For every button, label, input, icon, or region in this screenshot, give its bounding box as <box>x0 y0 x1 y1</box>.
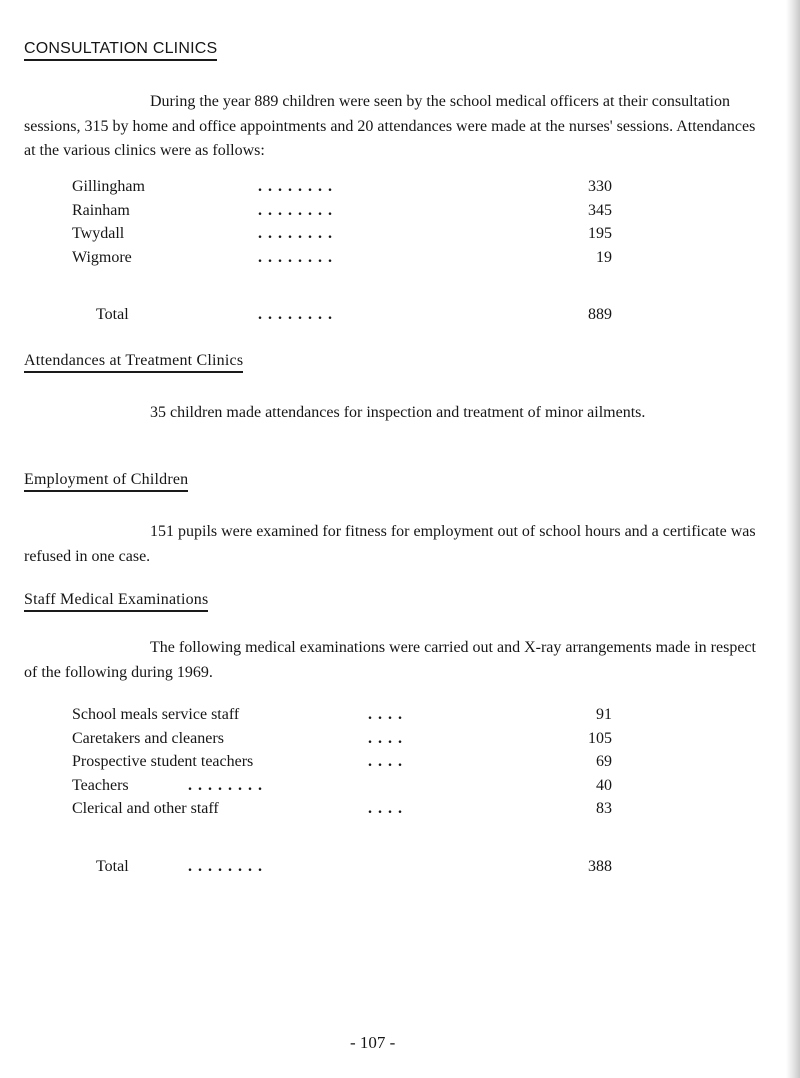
total-value: 889 <box>588 306 612 323</box>
table-total-row <box>72 306 632 330</box>
leader-dots: . . . . <box>368 706 403 723</box>
leader-dots: . . . . . . . . <box>258 225 333 242</box>
clinic-attendance-table <box>72 178 632 330</box>
total-label: Total <box>96 306 129 323</box>
table-row <box>72 730 632 754</box>
staff-count-value: 105 <box>588 729 612 747</box>
staff-category: Prospective student teachers <box>72 753 254 770</box>
leader-dots: . . . . . . . . <box>258 306 333 323</box>
employment-paragraph: 151 pupils were examined for fitness for employment out of school hours and a certificate was refused in one case. <box>24 523 756 565</box>
leader-dots: . . . . <box>368 800 403 817</box>
staff-count-value: 40 <box>596 776 612 794</box>
clinic-name: Gillingham <box>72 178 145 195</box>
page-title: CONSULTATION CLINICS <box>24 40 217 61</box>
leader-dots: . . . . . . . . <box>258 248 333 266</box>
table-row <box>72 777 632 801</box>
leader-dots: . . . . . . . . <box>258 178 333 195</box>
table-row <box>72 202 632 226</box>
table-row <box>72 249 632 273</box>
scan-edge-shadow <box>786 0 800 1078</box>
table-row <box>72 753 632 777</box>
clinic-attendance-value: 330 <box>588 178 612 195</box>
table-row <box>72 800 632 824</box>
clinic-name: Wigmore <box>72 248 132 266</box>
leader-dots: . . . . . . . . <box>188 857 263 875</box>
leader-dots: . . . . . . . . <box>188 776 263 794</box>
clinic-name: Rainham <box>72 201 130 219</box>
staff-count-value: 83 <box>596 800 612 817</box>
leader-dots: . . . . . . . . <box>258 201 333 219</box>
clinic-attendance-value: 195 <box>588 225 612 242</box>
table-row <box>72 178 632 202</box>
total-label: Total <box>96 857 129 875</box>
table-total-row <box>72 858 632 882</box>
employment-heading: Employment of Children <box>24 471 188 492</box>
clinic-attendance-value: 19 <box>596 248 612 266</box>
total-value: 388 <box>588 857 612 875</box>
staff-category: Caretakers and cleaners <box>72 729 224 747</box>
staff-category: Teachers <box>72 776 129 794</box>
staff-examinations-heading: Staff Medical Examinations <box>24 591 208 612</box>
staff-examinations-table <box>72 706 632 881</box>
page-number: - 107 - <box>350 1033 396 1052</box>
table-row <box>72 706 632 730</box>
consultation-paragraph: During the year 889 children were seen by the school medical officers at their consultation sessions, 315 by home and office appointments and 20 attendances were made at the nurses' sessions. Attendances at the various clinics were as follows: <box>24 93 756 159</box>
staff-paragraph: The following medical examinations were carried out and X-ray arrangements made in respect of the following during 1969. <box>24 639 756 681</box>
leader-dots: . . . . <box>368 753 403 770</box>
clinic-name: Twydall <box>72 225 125 242</box>
staff-count-value: 91 <box>596 706 612 723</box>
clinic-attendance-value: 345 <box>588 201 612 219</box>
staff-category: Clerical and other staff <box>72 800 219 817</box>
treatment-clinics-heading: Attendances at Treatment Clinics <box>24 352 243 373</box>
treatment-paragraph: 35 children made attendances for inspection and treatment of minor ailments. <box>150 404 646 421</box>
leader-dots: . . . . <box>368 729 403 747</box>
staff-category: School meals service staff <box>72 706 240 723</box>
staff-count-value: 69 <box>596 753 612 770</box>
table-row <box>72 225 632 249</box>
